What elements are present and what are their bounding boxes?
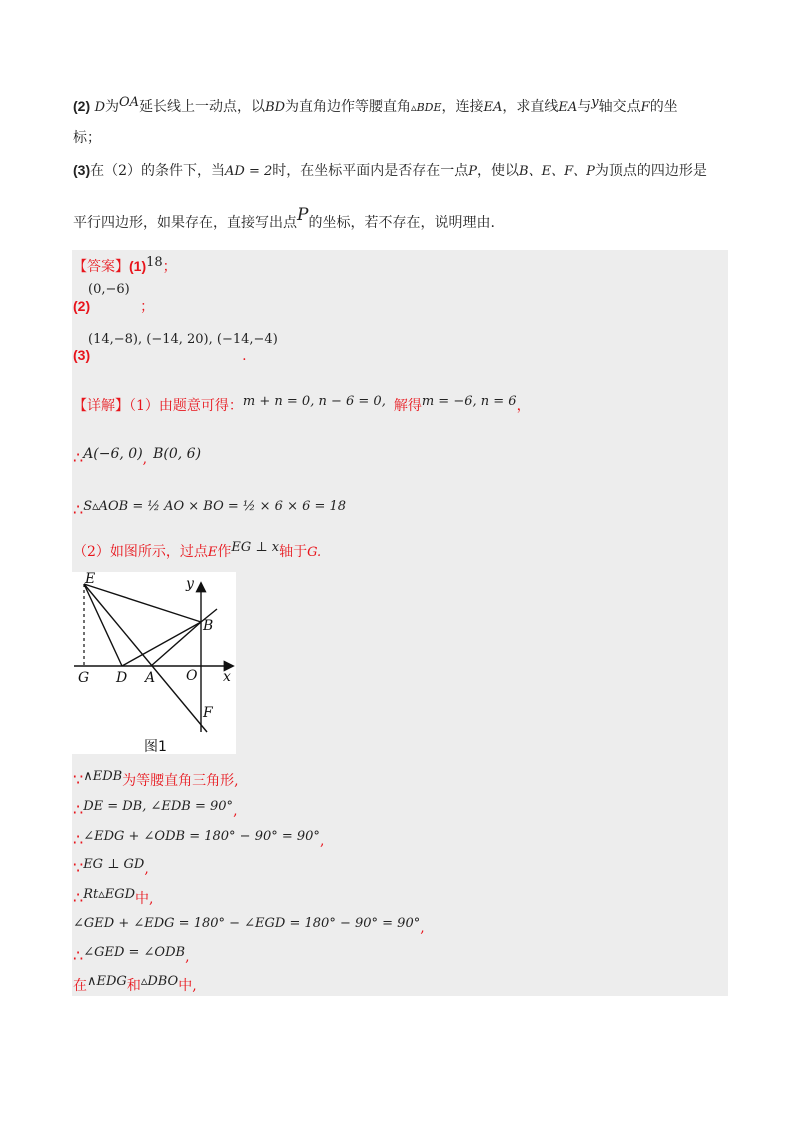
area-formula: S▵AOB = ½ AO × BO = ½ × 6 × 6 = 18 (83, 499, 347, 514)
text: ； (162, 259, 177, 275)
text: （2）如图所示，过点 (73, 544, 208, 560)
label-a: A (145, 670, 156, 686)
text: ，求直线 (502, 99, 559, 115)
line-ea: EA (483, 100, 503, 115)
question-2-number: (2) (73, 98, 91, 114)
text: 作 (217, 544, 232, 560)
text: 延长线上一动点，以 (139, 99, 266, 115)
point-a-coords: A(−6, 0) (83, 446, 143, 462)
text: , (185, 949, 190, 965)
detail-line-12 (73, 976, 197, 997)
answer-3-value: (14,−8), (−14, 20), (−14,−4) (88, 332, 278, 347)
answer-1-value: 18 (146, 255, 163, 270)
answer-line-3 (73, 345, 247, 366)
therefore-symbol: ∴ (73, 888, 84, 907)
detail-tag: 【详解】 (73, 398, 129, 414)
text: 为顶点的四边形是 (594, 163, 707, 179)
therefore-symbol: ∴ (73, 500, 84, 519)
point-d: D (94, 100, 106, 115)
text: 轴交点 (598, 99, 641, 115)
question-3-number: (3) (73, 162, 91, 178)
detail-line-5 (73, 770, 239, 792)
text: 中, (178, 978, 197, 994)
angle-equality: ∠GED = ∠ODB (83, 945, 186, 960)
angle-sum-2: ∠GED + ∠EDG = 180° − ∠EGD = 180° − 90° = 90° (73, 916, 421, 931)
figure-1 (72, 572, 236, 754)
label-x: x (223, 669, 231, 685)
question-3-line-2 (73, 205, 495, 233)
geometry-diagram (72, 572, 236, 754)
text: 为直角边作等腰直角 (285, 99, 412, 115)
answer-line-1 (73, 256, 177, 278)
angle-sum-1: ∠EDG + ∠ODB = 180° − 90° = 90° (83, 829, 320, 844)
solution-mn: m = −6, n = 6 (421, 394, 517, 409)
text: 在（2）的条件下，当 (90, 163, 226, 179)
text: 时，在坐标平面内是否存在一点 (272, 163, 469, 179)
y-axis-symbol: y (591, 95, 599, 110)
detail-line-11 (73, 946, 190, 968)
triangle-dbo: ▵DBO (140, 974, 179, 989)
segment-bd: BD (265, 100, 286, 115)
answer-3-number: (3) (73, 347, 91, 363)
figure-caption: 图1 (144, 739, 167, 755)
answer-2-value: (0,−6) (88, 282, 130, 297)
text: . (242, 348, 247, 364)
detail-line-4 (73, 542, 321, 563)
answer-tag: 【答案】 (73, 259, 129, 275)
therefore-symbol: ∴ (73, 830, 84, 849)
text: 为 (105, 99, 120, 115)
text: ，连接 (441, 99, 484, 115)
text: 和 (126, 978, 141, 994)
point-f: F (640, 100, 650, 115)
answer-1-number: (1) (129, 258, 147, 274)
perpendicular-eg: EG ⊥ x (231, 540, 280, 555)
segment-ed (84, 584, 122, 666)
because-symbol: ∵ (73, 770, 84, 789)
text: ； (140, 299, 155, 315)
point-g: G. (307, 545, 322, 560)
triangle-edb: ∧EDB (83, 769, 123, 784)
text: 中, (135, 891, 154, 907)
detail-line-2 (73, 448, 201, 469)
text: 标； (73, 130, 101, 146)
label-g: G (78, 670, 90, 686)
therefore-symbol: ∴ (73, 448, 84, 467)
text: , (420, 920, 425, 936)
text: 与 (577, 99, 592, 115)
text: , (233, 803, 238, 819)
equation-mn: m + n = 0, n − 6 = 0, (242, 394, 386, 409)
text: ，使以 (477, 163, 520, 179)
label-d: D (116, 670, 128, 686)
line-ea-2: EA (558, 100, 578, 115)
text: 在 (73, 978, 87, 994)
label-f: F (203, 705, 213, 721)
text: , (319, 833, 325, 849)
because-symbol: ∵ (73, 858, 84, 877)
text: ， (516, 398, 531, 414)
question-2-line-2 (73, 128, 101, 148)
triangle-edg: ∧EDG (87, 974, 127, 989)
text: 解得 (393, 398, 422, 414)
point-e: E (207, 545, 218, 560)
line-ea-extended (84, 584, 207, 732)
text: （1）由题意可得： (129, 398, 243, 414)
detail-line-6 (73, 800, 238, 822)
right-triangle-egd: Rt▵EGD (83, 887, 136, 902)
detail-line-9 (73, 888, 153, 910)
detail-line-7 (73, 830, 324, 852)
answer-line-2 (73, 296, 154, 317)
detail-line-8 (73, 858, 149, 880)
segment-oa: OA (119, 95, 140, 110)
de-equals-db: DE = DB, ∠EDB = 90° (83, 799, 234, 814)
text: 平行四边形，如果存在，直接写出点 (73, 215, 297, 231)
text: 的坐 (649, 99, 678, 115)
ad-equals-2: AD = 2 (225, 164, 273, 179)
points-befp: B、E、F、P (519, 164, 595, 179)
text: 的坐标，若不存在，说明理由. (308, 215, 495, 231)
label-y: y (186, 576, 194, 592)
text: , (142, 451, 148, 467)
point-p: P (468, 164, 478, 179)
answer-2-number: (2) (73, 298, 91, 314)
segment-ab (151, 622, 201, 666)
text: 为等腰直角三角形, (122, 773, 239, 789)
question-3-line-1 (73, 160, 707, 182)
text: 轴于 (279, 544, 308, 560)
therefore-symbol: ∴ (73, 800, 84, 819)
point-b-coords: B(0, 6) (153, 446, 202, 462)
label-o: O (186, 668, 198, 684)
point-p-2: P (297, 205, 309, 225)
text: , (144, 861, 149, 877)
therefore-symbol: ∴ (73, 946, 84, 965)
detail-line-3 (73, 500, 346, 522)
detail-line-10 (73, 918, 425, 939)
triangle-bde: ▵BDE (411, 101, 442, 114)
eg-perp-gd: EG ⊥ GD (83, 857, 145, 872)
label-b: B (203, 618, 214, 634)
detail-line-1 (73, 396, 531, 417)
label-e: E (85, 571, 96, 587)
question-2-line-1 (73, 96, 678, 118)
segment-eb (84, 584, 201, 622)
